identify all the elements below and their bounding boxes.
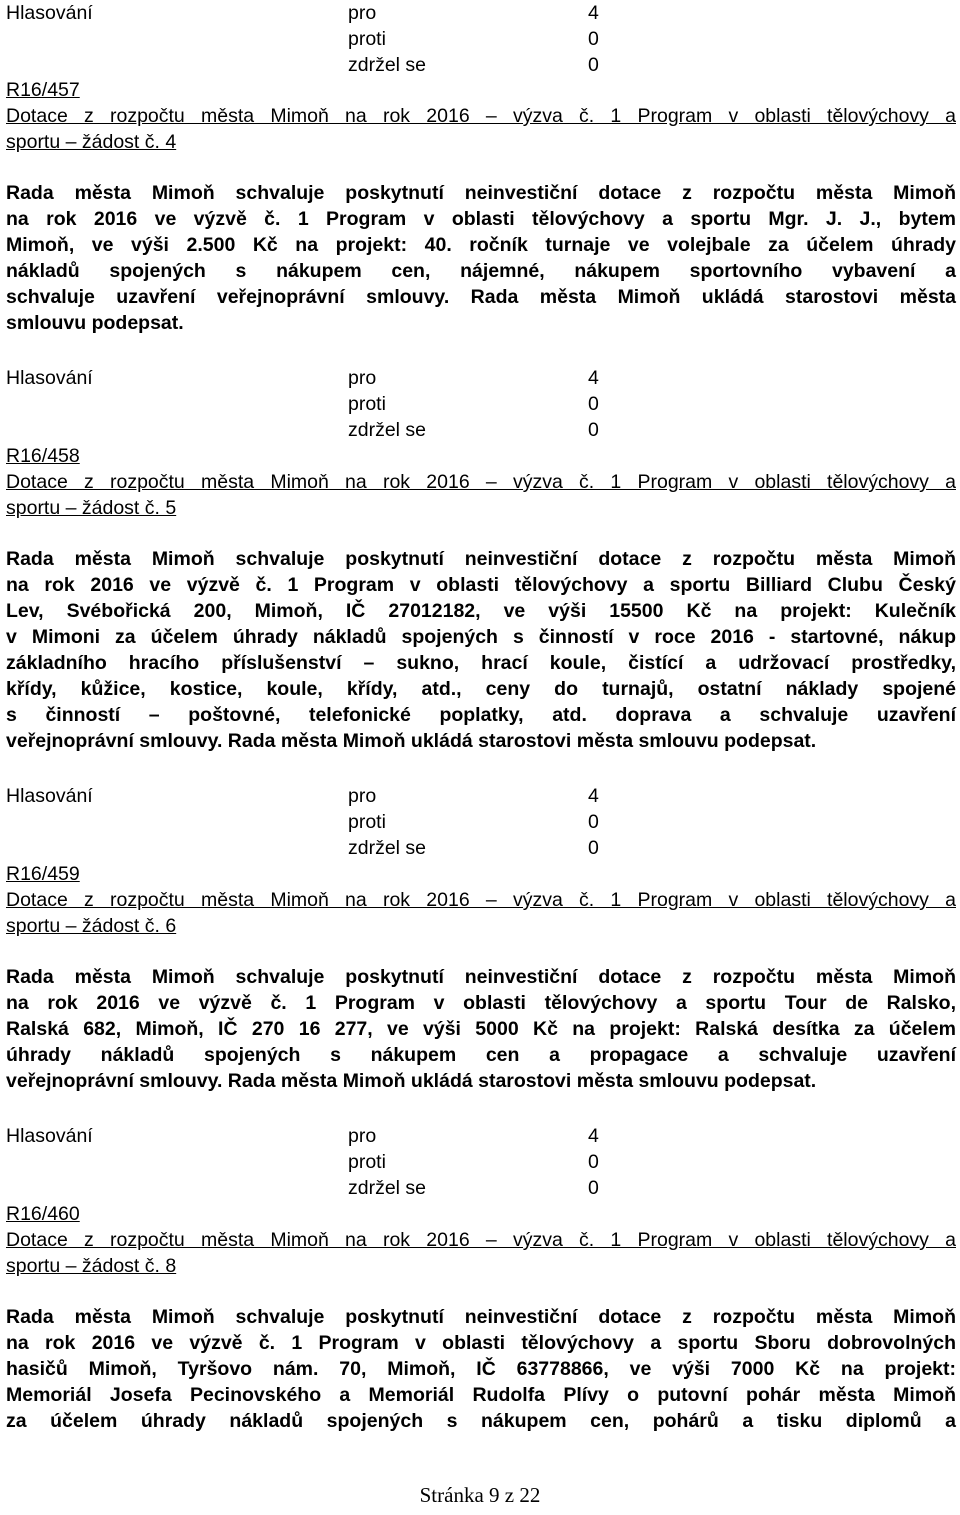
resolution-title: Dotace z rozpočtu města Mimoň na rok 2016 – výzva č. 1 Program v oblasti tělovýchovy a	[6, 471, 956, 493]
resolution-title: Dotace z rozpočtu města Mimoň na rok 2016 – výzva č. 1 Program v oblasti tělovýchovy a	[6, 105, 956, 127]
vote-zdrzel-value: 0	[588, 1177, 599, 1199]
vote-pro-label: pro	[348, 1125, 377, 1147]
resolution-body-line: Mimoň, ve výši 2.500 Kč na projekt: 40. ročník turnaje ve volejbale za účelem úhrady	[6, 234, 956, 256]
resolution-body-line: schvaluje uzavření veřejnoprávní smlouvy. Rada města Mimoň ukládá starostovi města	[6, 286, 956, 308]
vote-zdrzel-value: 0	[588, 54, 599, 76]
resolution-body-line: Rada města Mimoň schvaluje poskytnutí neinvestiční dotace z rozpočtu města Mimoň	[6, 1306, 956, 1328]
resolution-body-line: za účelem úhrady nákladů spojených s nákupem cen, pohárů a tisku diplomů a	[6, 1410, 956, 1432]
resolution-number: R16/457	[6, 79, 80, 101]
resolution-body-line: veřejnoprávní smlouvy. Rada města Mimoň ukládá starostovi města smlouvu podepsat.	[6, 730, 817, 752]
vote-heading: Hlasování	[6, 367, 93, 389]
resolution-body-line: hasičů Mimoň, Tyršovo nám. 70, Mimoň, IČ 63778866, ve výši 7000 Kč na projekt:	[6, 1358, 956, 1380]
vote-block	[6, 365, 626, 443]
vote-proti-value: 0	[588, 1151, 599, 1173]
resolution-body-line: s činností – poštovné, telefonické poplatky, atd. doprava a schvaluje uzavření	[6, 704, 956, 726]
vote-pro-value: 4	[588, 367, 599, 389]
vote-zdrzel-value: 0	[588, 837, 599, 859]
resolution-body-line: smlouvu podepsat.	[6, 312, 184, 334]
vote-block	[6, 0, 626, 78]
resolution-number: R16/459	[6, 863, 80, 885]
resolution-body-line: Rada města Mimoň schvaluje poskytnutí neinvestiční dotace z rozpočtu města Mimoň	[6, 548, 956, 570]
resolution-body-line: veřejnoprávní smlouvy. Rada města Mimoň ukládá starostovi města smlouvu podepsat.	[6, 1070, 817, 1092]
resolution-body-line: na rok 2016 ve výzvě č. 1 Program v oblasti tělovýchovy a sportu Tour de Ralsko,	[6, 992, 956, 1014]
resolution-title: sportu – žádost č. 6	[6, 915, 177, 937]
resolution-body-line: nákladů spojených s nákupem cen, nájemné, nákupem sportovního vybavení a	[6, 260, 956, 282]
resolution-body-line: Rada města Mimoň schvaluje poskytnutí neinvestiční dotace z rozpočtu města Mimoň	[6, 966, 956, 988]
resolution-body-line: úhrady nákladů spojených s nákupem cen a propagace a schvaluje uzavření	[6, 1044, 956, 1066]
vote-pro-label: pro	[348, 367, 377, 389]
resolution-body-line: v Mimoni za účelem úhrady nákladů spojených s činností v roce 2016 - startovné, nákup	[6, 626, 956, 648]
resolution-body-line: na rok 2016 ve výzvě č. 1 Program v oblasti tělovýchovy a sportu Mgr. J. J., bytem	[6, 208, 956, 230]
resolution-number: R16/458	[6, 445, 80, 467]
resolution-body-line: Ralská 682, Mimoň, IČ 270 16 277, ve výši 5000 Kč na projekt: Ralská desítka za účelem	[6, 1018, 956, 1040]
vote-pro-value: 4	[588, 785, 599, 807]
resolution-body-line: křídy, kůžice, kostice, koule, křídy, atd., ceny do turnajů, ostatní náklady spojené	[6, 678, 956, 700]
vote-heading: Hlasování	[6, 785, 93, 807]
vote-pro-value: 4	[588, 1125, 599, 1147]
vote-heading: Hlasování	[6, 2, 93, 24]
vote-pro-value: 4	[588, 2, 599, 24]
resolution-title: sportu – žádost č. 4	[6, 131, 177, 153]
page-footer: Stránka 9 z 22	[419, 1483, 541, 1507]
vote-block	[6, 1123, 626, 1201]
vote-proti-value: 0	[588, 28, 599, 50]
vote-pro-label: pro	[348, 2, 377, 24]
resolution-body-line: na rok 2016 ve výzvě č. 1 Program v oblasti tělovýchovy a sportu Billiard Clubu Český	[6, 574, 956, 596]
vote-zdrzel-label: zdržel se	[348, 1177, 427, 1199]
resolution-body-line: Rada města Mimoň schvaluje poskytnutí neinvestiční dotace z rozpočtu města Mimoň	[6, 182, 956, 204]
vote-block	[6, 783, 626, 861]
vote-pro-label: pro	[348, 785, 377, 807]
resolution-title: sportu – žádost č. 8	[6, 1255, 177, 1277]
vote-proti-label: proti	[348, 811, 386, 833]
vote-zdrzel-label: zdržel se	[348, 54, 427, 76]
resolution-body-line: Lev, Svébořická 200, Mimoň, IČ 27012182, ve výši 15500 Kč na projekt: Kulečník	[6, 600, 956, 622]
vote-zdrzel-label: zdržel se	[348, 419, 427, 441]
resolution-body-line: Memoriál Josefa Pecinovského a Memoriál Rudolfa Plívy o putovní pohár města Mimoň	[6, 1384, 956, 1406]
resolution-title: Dotace z rozpočtu města Mimoň na rok 2016 – výzva č. 1 Program v oblasti tělovýchovy a	[6, 889, 956, 911]
vote-proti-label: proti	[348, 393, 386, 415]
vote-zdrzel-label: zdržel se	[348, 837, 427, 859]
resolution-number: R16/460	[6, 1203, 80, 1225]
resolution-title: sportu – žádost č. 5	[6, 497, 177, 519]
vote-proti-label: proti	[348, 1151, 386, 1173]
vote-heading: Hlasování	[6, 1125, 93, 1147]
resolution-body-line: základního hracího příslušenství – sukno, hrací koule, čistící a udržovací prostředky,	[6, 652, 956, 674]
resolution-body-line: na rok 2016 ve výzvě č. 1 Program v oblasti tělovýchovy a sportu Sboru dobrovolných	[6, 1332, 956, 1354]
vote-proti-value: 0	[588, 393, 599, 415]
vote-proti-label: proti	[348, 28, 386, 50]
vote-zdrzel-value: 0	[588, 419, 599, 441]
resolution-title: Dotace z rozpočtu města Mimoň na rok 2016 – výzva č. 1 Program v oblasti tělovýchovy a	[6, 1229, 956, 1251]
vote-proti-value: 0	[588, 811, 599, 833]
